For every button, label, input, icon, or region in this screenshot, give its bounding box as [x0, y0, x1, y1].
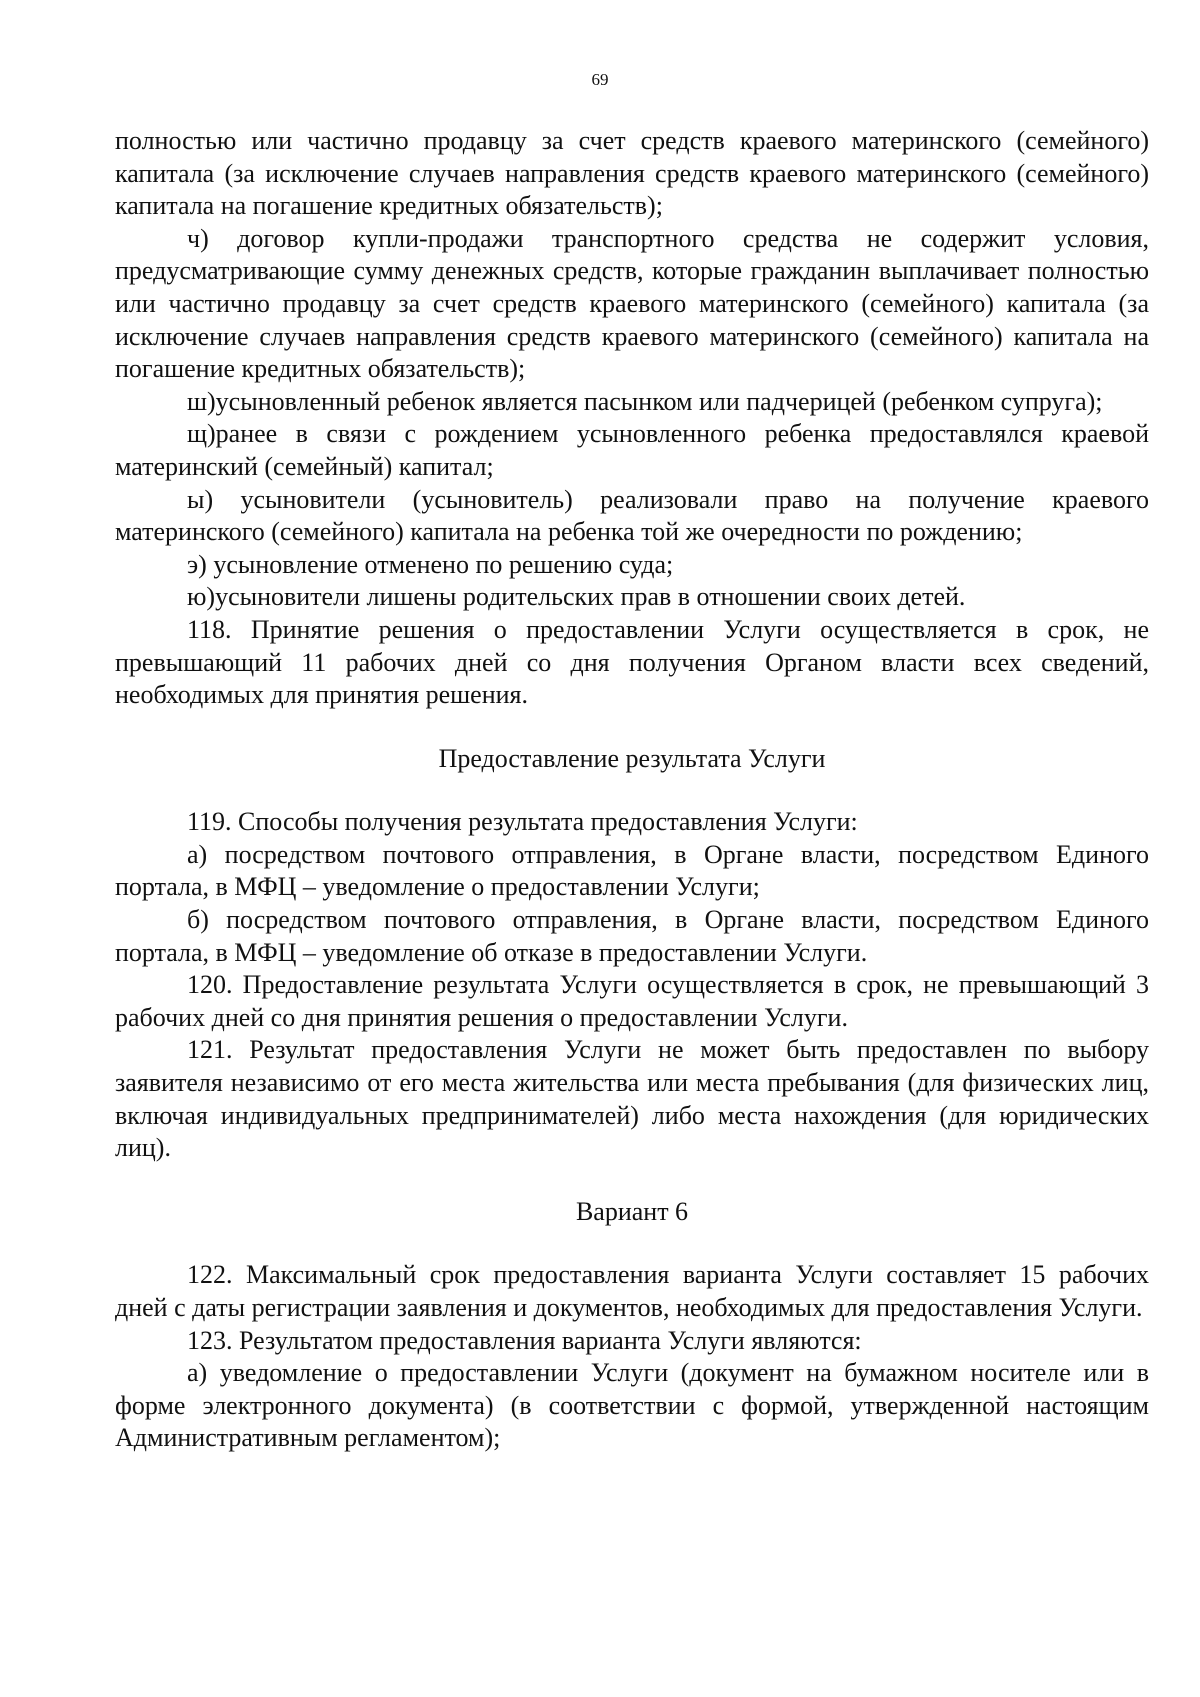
paragraph-item-ch: ч) договор купли-продажи транспортного средства не содержит условия, предусматривающие сумму денежных средств, которые гражданин выплачивает полностью или частично продавцу за счет средств краевого материнского (семейного) капитала (за исключение случаев направления средств краевого материнского (семейного) капитала на погашение кредитных обязательств);: [115, 223, 1149, 384]
paragraph-119-a: а) посредством почтового отправления, в Органе власти, посредством Единого портала, в МФЦ – уведомление о предоставлении Услуги;: [115, 839, 1149, 902]
paragraph-122: 122. Максимальный срок предоставления варианта Услуги составляет 15 рабочих дней с даты регистрации заявления и документов, необходимых для предоставления Услуги.: [115, 1260, 1149, 1322]
paragraph-item-yu: ю)усыновители лишены родительских прав в отношении своих детей.: [187, 582, 966, 612]
paragraph-121: 121. Результат предоставления Услуги не может быть предоставлен по выбору заявителя независимо от его места жительства или места пребывания (для физических лиц, включая индивидуальных предпринимателей) либо места нахождения (для юридических лиц).: [115, 1035, 1149, 1163]
document-body: [115, 125, 1149, 1455]
paragraph-119-b: б) посредством почтового отправления, в Органе власти, посредством Единого портала, в МФЦ – уведомление об отказе в предоставлении Услуги.: [115, 905, 1149, 967]
paragraph-119: 119. Способы получения результата предоставления Услуги:: [187, 807, 858, 837]
paragraph-item-shch: щ)ранее в связи с рождением усыновленного ребенка предоставлялся краевой материнский (семейный) капитал;: [115, 419, 1149, 481]
paragraph-123-a: а) уведомление о предоставлении Услуги (документ на бумажном носителе или в форме электронного документа) (в соответствии с формой, утвержденной настоящим Административным регламентом);: [115, 1358, 1149, 1453]
paragraph-item-y: ы) усыновители (усыновитель) реализовали право на получение краевого материнского (семейного) капитала на ребенка той же очередности по рождению;: [115, 484, 1149, 547]
page-number: 69: [591, 70, 609, 89]
paragraph-120: 120. Предоставление результата Услуги осуществляется в срок, не превышающий 3 рабочих дней со дня принятия решения о предоставлении Услуги.: [115, 970, 1149, 1032]
paragraph-item-e: э) усыновление отменено по решению суда;: [187, 549, 674, 579]
section-heading-result: Предоставление результата Услуги: [438, 743, 826, 773]
paragraph-118: 118. Принятие решения о предоставлении Услуги осуществляется в срок, не превышающий 11 рабочих дней со дня получения Органом власти всех сведений, необходимых для принятия решения.: [115, 614, 1149, 710]
section-heading-variant-6: Вариант 6: [575, 1196, 689, 1226]
paragraph-item-sh: ш)усыновленный ребенок является пасынком или падчерицей (ребенком супруга);: [187, 386, 1103, 416]
paragraph-continuation: полностью или частично продавцу за счет средств краевого материнского (семейного) капитала (за исключение случаев направления средств краевого материнского (семейного) капитала на погашение кредитных обязательств);: [115, 126, 1149, 221]
paragraph-123: 123. Результатом предоставления варианта Услуги являются:: [187, 1325, 862, 1355]
